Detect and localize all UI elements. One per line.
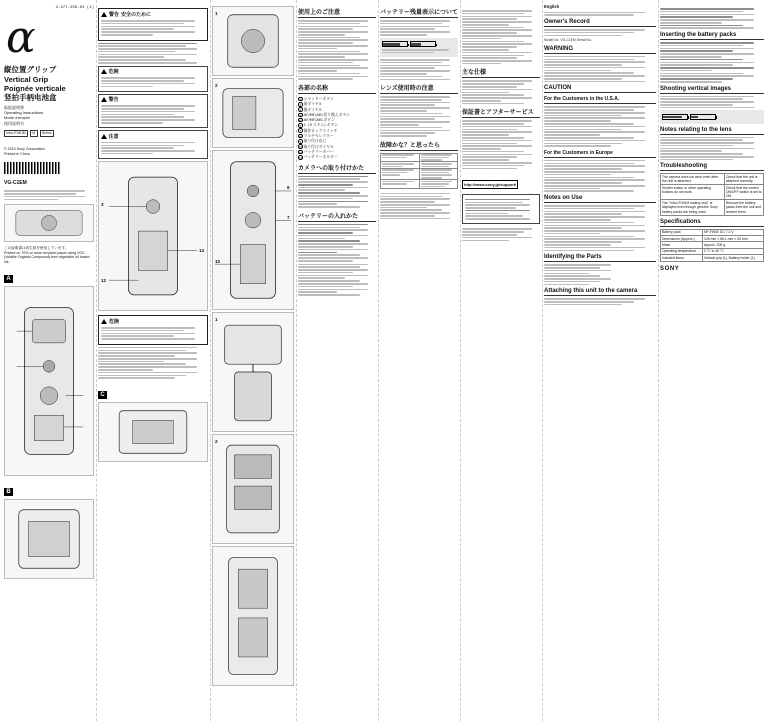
battery-title: バッテリーの入れかた (298, 211, 376, 222)
figure-c-battery: 2 (212, 434, 294, 544)
owners-record-title: Owner's Record (544, 19, 656, 27)
copyright: © 2013 Sony Corporation (4, 147, 45, 151)
part-number: 4-477-256-01 (1) (55, 6, 94, 10)
battery-icon (382, 41, 408, 47)
lens-notes-title: Notes relating to the lens (660, 127, 764, 135)
parts-list (298, 96, 376, 160)
trouble-title-en: Troubleshooting (660, 163, 764, 171)
jp-spec-panel (462, 4, 540, 717)
title-jp: 縦位置グリップ (4, 65, 57, 74)
danger-triangle-icon (101, 69, 107, 74)
safety-title: 安全のために (121, 12, 152, 18)
title-fr: Poignée verticale (4, 84, 66, 93)
table-row (381, 180, 458, 189)
us-customers-title: For the Customers in the U.S.A. (544, 96, 656, 104)
contact-box (462, 194, 540, 224)
list-item: 12バッテリーホルダー (299, 154, 338, 160)
battery-indicator-box (380, 38, 458, 58)
alpha-logo: α (6, 12, 36, 63)
figure-a-detail: 3 13 12 (98, 161, 208, 311)
table-row (381, 168, 458, 179)
list-item: 1 シャッターボタン (299, 96, 334, 102)
list-item: 3 後ダイヤル (299, 106, 323, 112)
caution-triangle-icon (101, 134, 107, 139)
barcode-icon (4, 162, 60, 174)
table-row: Battery pack NP-FW50 DC 7.2 V (661, 229, 764, 235)
figure-column (212, 4, 294, 717)
english-panel-2 (660, 4, 764, 717)
figure-c (98, 402, 208, 462)
trouble-title: 故障かな？と思ったら (380, 140, 458, 151)
jp-battery-safety-box (98, 315, 208, 345)
section-tab-c: C (98, 391, 107, 399)
table-row: Shutter button or other operating buttons do not work. Check that the control ON/OFF switch is set to ON. (662, 185, 762, 199)
subtitle-zh: 使用说明书 (4, 120, 24, 126)
table-row: Mass Approx. 205 g (661, 242, 764, 248)
jp-safety-heading (101, 11, 205, 18)
list-item: 6 C (カスタム) ボタン (299, 122, 339, 128)
model-line: Model No. VG-C1EM Serial No. (544, 38, 592, 43)
table-row: Included items Vertical grip (1), Battery holder (1) (661, 255, 764, 261)
cover-figure (4, 204, 94, 242)
table-row: Operating temperature 0 °C to 40 °C (661, 248, 764, 254)
table-row: The camera does not work even after the unit is attached. Check that the unit is attached correctly. (661, 174, 764, 185)
subtitle-en: Operating Instructions (4, 110, 44, 116)
jp-safety-box (98, 8, 208, 41)
parts-title: 各部の名称 (298, 83, 376, 94)
insert-title: Inserting the battery packs (660, 32, 764, 40)
figure-a-side: 2 (212, 78, 294, 148)
sony-logo: SONY (660, 265, 680, 272)
shooting-title: Shooting vertical images (660, 86, 764, 94)
warning-label: 警告 (109, 12, 120, 18)
subtitle-jp: 取扱説明書 (4, 105, 24, 110)
list-item: 10取り付けダイヤル (299, 143, 334, 149)
cover-panel (4, 4, 94, 717)
battery-icon-en-1 (662, 114, 688, 120)
recycle-line-en: Printed on 70% or more recycled paper using VOC (Volatile Organic Compound)-free vegetable oil based ink. (4, 250, 90, 264)
spec-table (660, 229, 764, 262)
figure-a-controls: 6 7 10 (212, 150, 294, 310)
jp-precautions-panel (298, 4, 376, 717)
europe-customers-title: For the Customers in Europe (544, 150, 656, 158)
list-item: 8 マルチセレクター (299, 133, 334, 139)
warning-triangle-icon-2 (101, 97, 107, 102)
figure-a-front: 1 (212, 6, 294, 76)
battery-danger-label: 危険 (109, 319, 120, 326)
warning-label-2: 警告 (108, 97, 119, 104)
list-item: 2 前ダイヤル (299, 101, 323, 107)
list-item: 5 AF/MF/AELボタン (299, 117, 335, 123)
section-tab-b: B (4, 488, 13, 496)
subtitle-fr: Mode d'emploi (4, 115, 30, 121)
danger-label: 危険 (108, 69, 119, 76)
figure-b-attach: 1 (212, 312, 294, 432)
lang-label: English (544, 4, 560, 9)
jp-battery-lens-panel (380, 4, 458, 717)
section-tab-a: A (4, 275, 13, 283)
warranty-title: 保証書とアフターサービス (462, 107, 540, 118)
jp-safety-panel (98, 4, 208, 717)
list-item: 11バッテリーカバー (299, 148, 334, 155)
warning-triangle-icon (101, 12, 107, 17)
jp-trouble-table (380, 153, 458, 189)
list-item: 9 取り付けねじ (299, 138, 327, 144)
notes-title: Notes on Use (544, 195, 656, 203)
table-row: The "InfoLITHIUM battery only" is displayed even though genuine Sony battery packs are being used. Remove the battery packs from the unit and reinsert them. (661, 200, 764, 215)
shooting-diagram (660, 110, 764, 123)
printed-in: Printed in China (4, 151, 30, 156)
table-row (381, 153, 458, 162)
identify-title: Identifying the Parts (544, 254, 656, 262)
title-zh: 竖拍手柄电池盒 (4, 93, 57, 102)
model-code: VG-C1EM (4, 180, 27, 187)
jp-warning-box (98, 94, 208, 128)
trouble-table (660, 173, 764, 215)
jp-caution-box (98, 130, 208, 159)
attach-title-en: Attaching this unit to the camera (544, 288, 656, 296)
lens-title: レンズ使用時の注意 (380, 83, 458, 94)
m-badge: M (30, 130, 38, 137)
badge-row (4, 130, 94, 137)
caution-title: CAUTION (544, 85, 656, 93)
title-en: Vertical Grip (4, 75, 49, 84)
infolithium-badge: InfoLITHIUM (4, 130, 28, 137)
battery-icon-en-2 (690, 114, 716, 120)
english-panel-1 (544, 4, 656, 717)
figure-a-grip-parts (4, 286, 94, 476)
spec-title-en: Specifications (660, 219, 764, 227)
subtitles (4, 105, 94, 126)
precautions-title: 使用上のご注意 (298, 7, 376, 18)
jp-danger-box (98, 66, 208, 92)
battery-check-title: バッテリー残量表示について (380, 9, 458, 16)
recycle-note (4, 246, 94, 264)
caution-label: 注意 (108, 133, 119, 140)
cover-jp-note (4, 190, 94, 200)
battery-icon-2 (410, 41, 436, 47)
list-item: 4 AF/MF/AEL切り換えボタン (299, 111, 351, 118)
attach-title: カメラへの取り付けかた (298, 163, 376, 174)
spec-title: 主な仕様 (462, 67, 540, 78)
support-url[interactable]: http://www.sony.jp/support/ (464, 182, 517, 188)
figure-b (4, 499, 94, 579)
copyright-block (4, 147, 94, 156)
battery-warning-icon (101, 319, 107, 324)
figure-c-holder (212, 546, 294, 686)
series-badge: Series (40, 130, 54, 137)
warning-title: WARNING (544, 46, 656, 54)
list-item: 7 操作ロックスイッチ (299, 127, 338, 134)
recycle-line-jp: この説明書は再生紙を使用しています。 (4, 246, 69, 251)
table-row: Dimensions (Approx.) 126 mm × 68.1 mm × 53 mm (661, 236, 764, 242)
